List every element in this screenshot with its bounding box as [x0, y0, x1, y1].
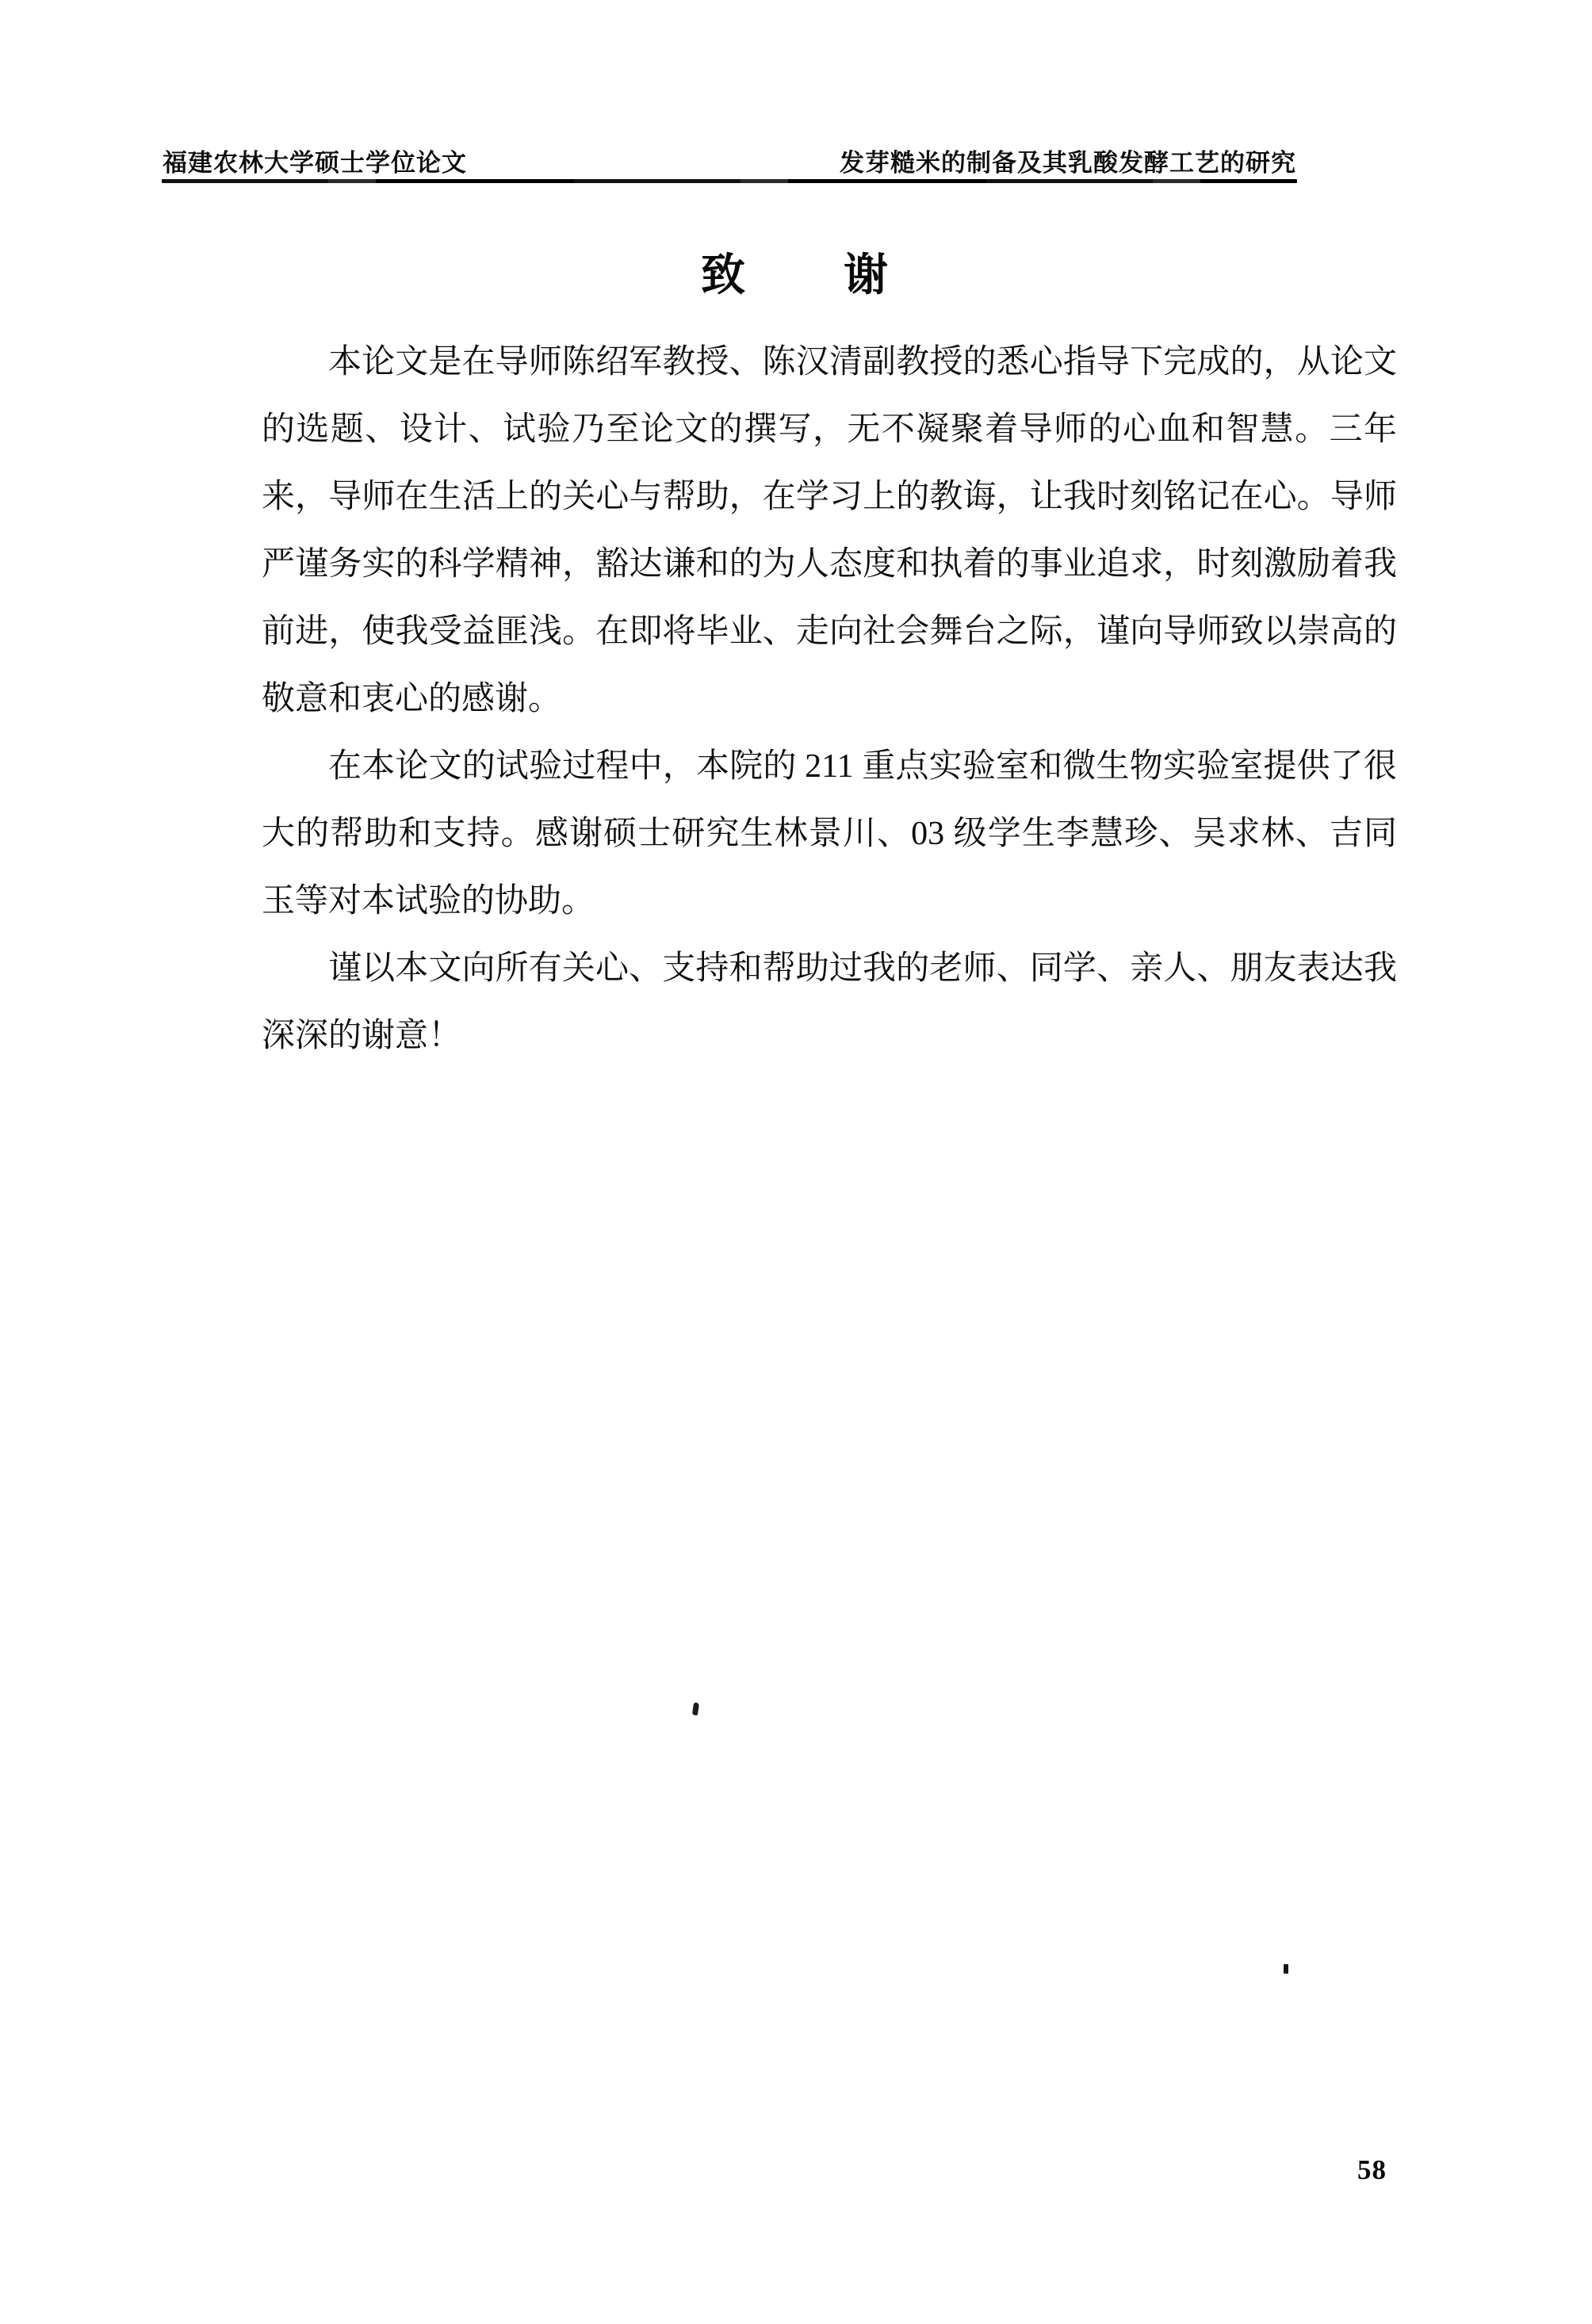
acknowledgement-body [262, 329, 1397, 1070]
scan-artifact-speck [1284, 1964, 1288, 1974]
paragraph-2: 在本论文的试验过程中，本院的 211 重点实验室和微生物实验室提供了很大的帮助和支持。感谢硕士研究生林景川、03 级学生李慧珍、吴求林、吉同玉等对本试验的协助。 [262, 748, 1397, 919]
paragraph-3: 谨以本文向所有关心、支持和帮助过我的老师、同学、亲人、朋友表达我深深的谢意！ [262, 950, 1397, 1054]
scan-artifact-speck [692, 1703, 699, 1716]
header-right-text: 发芽糙米的制备及其乳酸发酵工艺的研究 [840, 149, 1296, 177]
page-number: 58 [1357, 2154, 1387, 2185]
running-header [163, 143, 1296, 178]
header-rule [162, 179, 1297, 183]
page-title: 致 谢 [701, 251, 891, 300]
paragraph-1: 本论文是在导师陈绍军教授、陈汉清副教授的悉心指导下完成的，从论文的选题、设计、试验乃至论文的撰写，无不凝聚着导师的心血和智慧。三年来，导师在生活上的关心与帮助，在学习上的教诲，让我时刻铭记在心。导师严谨务实的科学精神，豁达谦和的为人态度和执着的事业追求，时刻激励着我前进，使我受益匪浅。在即将毕业、走向社会舞台之际，谨向导师致以崇高的敬意和衷心的感谢。 [262, 344, 1397, 717]
header-left-text: 福建农林大学硕士学位论文 [163, 149, 467, 177]
